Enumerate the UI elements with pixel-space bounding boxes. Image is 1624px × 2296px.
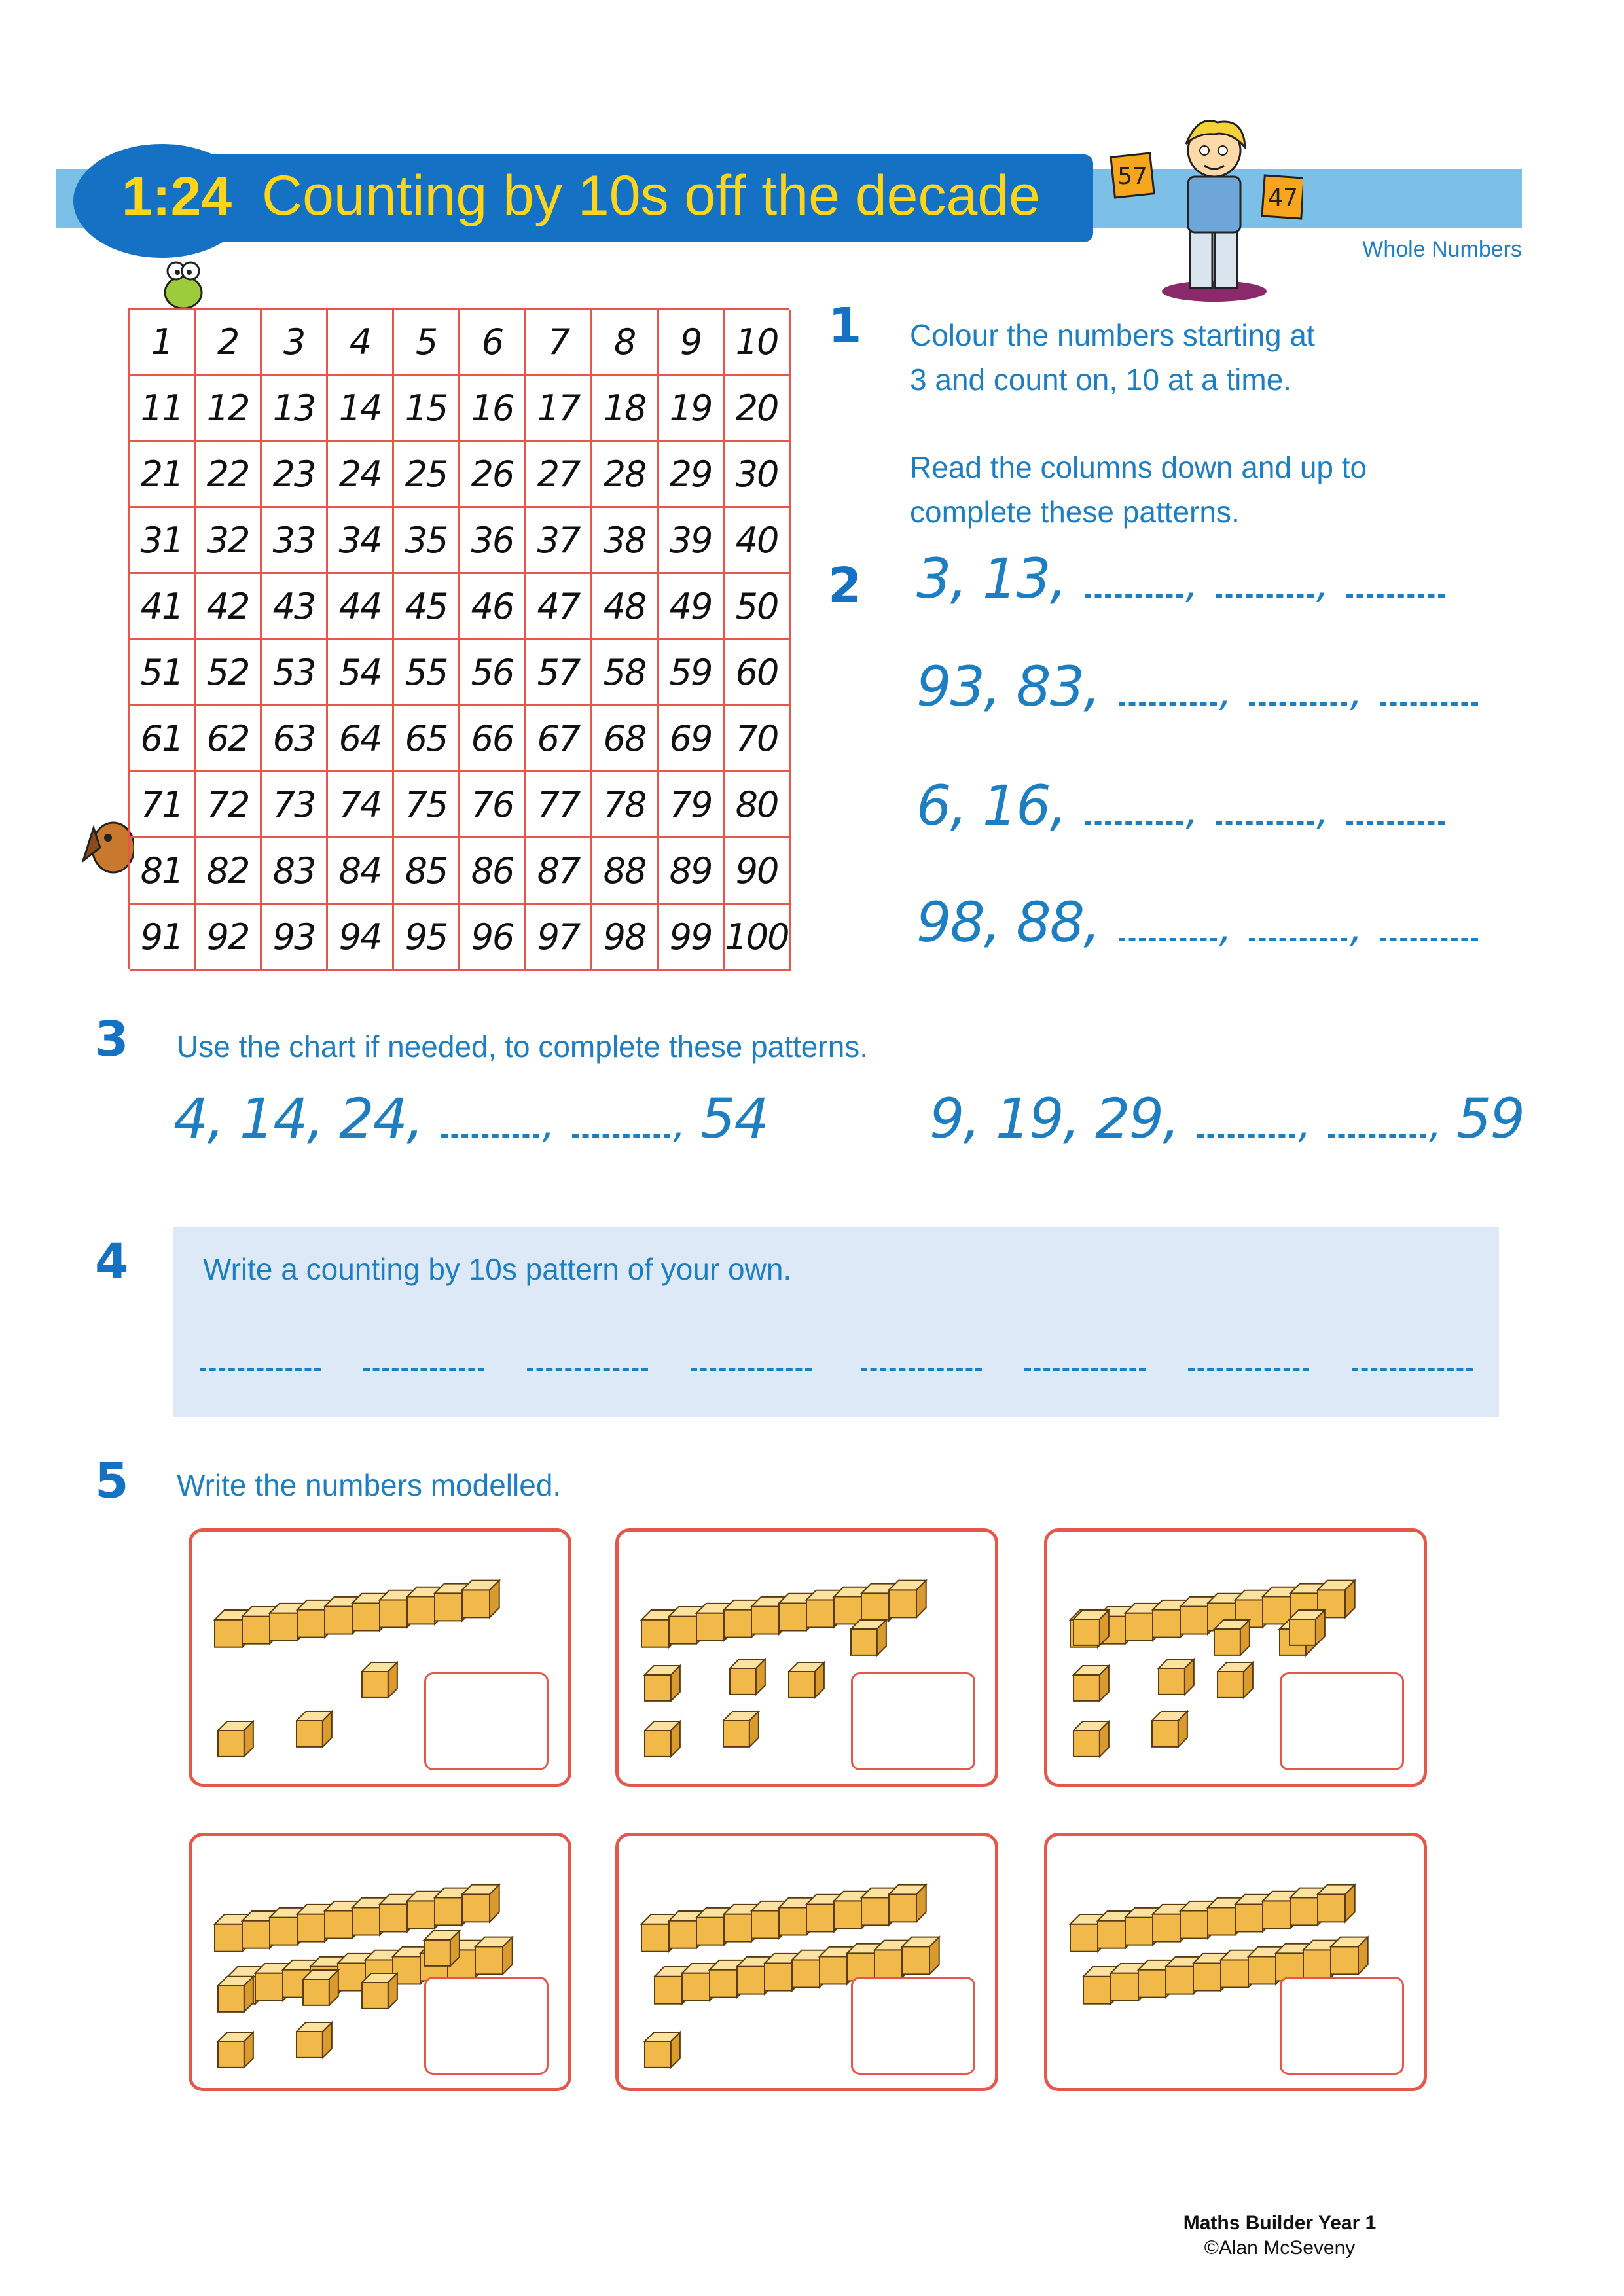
unit-cube: [1159, 1659, 1194, 1695]
answer-blank[interactable]: [1328, 1121, 1426, 1138]
chart-cell[interactable]: 43: [262, 574, 328, 640]
pattern-left: 4, 14, 24, , , 54: [173, 1086, 768, 1151]
chart-cell[interactable]: 56: [460, 640, 526, 706]
chart-cell[interactable]: 75: [394, 772, 460, 838]
chart-cell[interactable]: 87: [526, 838, 592, 905]
chart-cell[interactable]: 3: [262, 310, 328, 376]
chart-cell[interactable]: 93: [262, 905, 328, 971]
answer-box[interactable]: [424, 1672, 549, 1770]
own-pattern-blank[interactable]: [861, 1368, 982, 1371]
question-2-number: 2: [828, 558, 862, 614]
unit-cube: [1214, 1620, 1250, 1655]
chart-cell[interactable]: 14: [328, 376, 394, 442]
unit-cube: [889, 1581, 926, 1618]
chart-cell[interactable]: 31: [130, 508, 196, 574]
unit-cube: [462, 1581, 499, 1618]
dog-illustration: [82, 808, 134, 884]
frog-illustration: [160, 257, 206, 309]
answer-blank[interactable]: [1119, 689, 1217, 706]
answer-box[interactable]: [851, 1672, 975, 1770]
unit-cube: [297, 1712, 332, 1747]
chart-cell[interactable]: 61: [130, 706, 196, 772]
question-5-instruction: Write the numbers modelled.: [177, 1468, 562, 1502]
answer-blank[interactable]: [1119, 925, 1217, 941]
chart-cell[interactable]: 76: [460, 772, 526, 838]
unit-cube: [1218, 1662, 1253, 1698]
unit-cube: [475, 1937, 513, 1975]
own-pattern-blank[interactable]: [1024, 1368, 1146, 1371]
chart-cell[interactable]: 69: [659, 706, 725, 772]
pattern-right-end: 59: [1456, 1086, 1524, 1151]
chart-cell[interactable]: 40: [725, 508, 791, 574]
answer-blank[interactable]: [1216, 808, 1314, 825]
chart-cell[interactable]: 95: [394, 905, 460, 971]
unit-cube: [462, 1885, 499, 1922]
chart-cell[interactable]: 54: [328, 640, 394, 706]
chart-cell[interactable]: 70: [725, 706, 791, 772]
chart-cell[interactable]: 66: [460, 706, 526, 772]
chart-cell[interactable]: 15: [394, 376, 460, 442]
unit-cube: [1074, 1666, 1109, 1701]
chart-cell[interactable]: 11: [130, 376, 196, 442]
chart-cell[interactable]: 33: [262, 508, 328, 574]
unit-cube: [645, 2032, 680, 2068]
unit-cube: [218, 1977, 253, 2012]
pattern-row-3: 6, 16, , ,: [916, 774, 1447, 838]
chart-cell[interactable]: 22: [196, 442, 262, 508]
unit-cube: [1290, 1610, 1325, 1645]
chart-cell[interactable]: 25: [394, 442, 460, 508]
chart-cell[interactable]: 38: [592, 508, 659, 574]
answer-blank[interactable]: [1380, 689, 1478, 706]
chart-cell[interactable]: 72: [196, 772, 262, 838]
chart-cell[interactable]: 62: [196, 706, 262, 772]
chart-cell[interactable]: 74: [328, 772, 394, 838]
unit-cube: [424, 1931, 460, 1966]
unit-cube: [1074, 1610, 1109, 1645]
chart-cell[interactable]: 47: [526, 574, 592, 640]
chart-cell[interactable]: 57: [526, 640, 592, 706]
chart-cell[interactable]: 4: [328, 310, 394, 376]
chart-cell[interactable]: 51: [130, 640, 196, 706]
own-pattern-blank[interactable]: [691, 1368, 812, 1371]
question-3-instruction: Use the chart if needed, to complete these patterns.: [177, 1030, 869, 1064]
chart-cell[interactable]: 90: [725, 838, 791, 905]
question-1-text-line-3: Read the columns down and up to: [910, 450, 1367, 484]
answer-blank[interactable]: [1085, 581, 1183, 598]
unit-cube: [851, 1620, 886, 1655]
strand-label: Whole Numbers: [1362, 237, 1522, 262]
cartoon-card-right: 47: [1268, 185, 1298, 211]
chart-cell[interactable]: 83: [262, 838, 328, 905]
unit-cube: [645, 1666, 680, 1701]
chart-cell[interactable]: 50: [725, 574, 791, 640]
own-pattern-blank[interactable]: [200, 1368, 321, 1371]
chart-cell[interactable]: 45: [394, 574, 460, 640]
chart-cell[interactable]: 81: [130, 838, 196, 905]
chart-cell[interactable]: 13: [262, 376, 328, 442]
chart-cell[interactable]: 27: [526, 442, 592, 508]
answer-blank[interactable]: [1249, 689, 1347, 706]
chart-cell[interactable]: 84: [328, 838, 394, 905]
chart-cell[interactable]: 17: [526, 376, 592, 442]
answer-blank[interactable]: [1346, 581, 1445, 598]
unit-cube: [902, 1937, 939, 1975]
chart-cell[interactable]: 53: [262, 640, 328, 706]
chart-cell[interactable]: 2: [196, 310, 262, 376]
answer-blank[interactable]: [1380, 925, 1478, 941]
unit-cube: [1331, 1937, 1368, 1975]
chart-cell[interactable]: 88: [592, 838, 659, 905]
question-3-number: 3: [95, 1011, 129, 1067]
chart-cell[interactable]: 41: [130, 574, 196, 640]
question-1-text-line-1: Colour the numbers starting at: [910, 318, 1315, 352]
answer-blank[interactable]: [1197, 1121, 1295, 1138]
own-pattern-blank[interactable]: [1352, 1368, 1473, 1371]
page-title: Counting by 10s off the decade: [262, 164, 1040, 227]
chart-cell[interactable]: 42: [196, 574, 262, 640]
chart-cell[interactable]: 1: [130, 310, 196, 376]
footer-copyright: ©Alan McSeveny: [1204, 2237, 1356, 2259]
cartoon-card-left: 57: [1117, 163, 1147, 190]
chart-cell[interactable]: 100: [725, 905, 791, 971]
pattern-row-3-start: 6, 16,: [916, 774, 1066, 838]
chart-cell[interactable]: 96: [460, 905, 526, 971]
unit-cube: [362, 1662, 397, 1698]
chart-cell[interactable]: 73: [262, 772, 328, 838]
chart-cell[interactable]: 59: [659, 640, 725, 706]
unit-cube: [1152, 1712, 1187, 1747]
chart-cell[interactable]: 92: [196, 905, 262, 971]
answer-blank[interactable]: [572, 1121, 670, 1138]
chart-cell[interactable]: 71: [130, 772, 196, 838]
answer-box[interactable]: [424, 1977, 549, 2075]
chart-cell[interactable]: 91: [130, 905, 196, 971]
chart-cell[interactable]: 65: [394, 706, 460, 772]
footer-book-title: Maths Builder Year 1: [1183, 2212, 1377, 2234]
chart-cell[interactable]: 32: [196, 508, 262, 574]
chart-cell[interactable]: 28: [592, 442, 659, 508]
chart-cell[interactable]: 18: [592, 376, 659, 442]
unit-cube: [1318, 1885, 1355, 1922]
chart-cell[interactable]: 98: [592, 905, 659, 971]
chart-cell[interactable]: 19: [659, 376, 725, 442]
cartoon-boy-illustration: [1106, 115, 1303, 304]
pattern-left-end: 54: [700, 1086, 768, 1151]
pattern-row-2: 93, 83, , ,: [916, 655, 1481, 719]
unit-cube: [297, 2022, 332, 2058]
lesson-number: 1:24: [121, 166, 232, 227]
own-pattern-blank[interactable]: [1188, 1368, 1309, 1371]
chart-cell[interactable]: 26: [460, 442, 526, 508]
chart-cell[interactable]: 68: [592, 706, 659, 772]
chart-cell[interactable]: 86: [460, 838, 526, 905]
chart-cell[interactable]: 7: [526, 310, 592, 376]
chart-cell[interactable]: 30: [725, 442, 791, 508]
chart-cell[interactable]: 99: [659, 905, 725, 971]
question-1-number: 1: [828, 298, 862, 354]
chart-cell[interactable]: 6: [460, 310, 526, 376]
chart-cell[interactable]: 55: [394, 640, 460, 706]
chart-cell[interactable]: 21: [130, 442, 196, 508]
question-1-text-line-4: complete these patterns.: [910, 495, 1240, 529]
chart-cell[interactable]: 44: [328, 574, 394, 640]
chart-cell[interactable]: 97: [526, 905, 592, 971]
chart-cell[interactable]: 48: [592, 574, 659, 640]
chart-cell[interactable]: 58: [592, 640, 659, 706]
unit-cube: [218, 1721, 253, 1757]
pattern-row-1-start: 3, 13,: [916, 547, 1066, 611]
chart-cell[interactable]: 34: [328, 508, 394, 574]
chart-cell[interactable]: 79: [659, 772, 725, 838]
answer-blank[interactable]: [1346, 808, 1445, 825]
model-card-6: [1044, 1833, 1427, 2091]
unit-cube: [889, 1885, 926, 1922]
chart-cell[interactable]: 78: [592, 772, 659, 838]
question-1-text-line-2: 3 and count on, 10 at a time.: [910, 363, 1292, 397]
chart-cell[interactable]: 49: [659, 574, 725, 640]
chart-cell[interactable]: 8: [592, 310, 659, 376]
model-card-4: [189, 1833, 571, 2091]
chart-cell[interactable]: 35: [394, 508, 460, 574]
chart-cell[interactable]: 29: [659, 442, 725, 508]
chart-cell[interactable]: 77: [526, 772, 592, 838]
answer-blank[interactable]: [1216, 581, 1314, 598]
answer-blank[interactable]: [1085, 808, 1183, 825]
unit-cube: [1074, 1721, 1109, 1757]
chart-cell[interactable]: 63: [262, 706, 328, 772]
pattern-row-4: 98, 88, , ,: [916, 890, 1481, 954]
chart-cell[interactable]: 9: [659, 310, 725, 376]
unit-cube: [645, 1721, 680, 1757]
model-card-5: [615, 1833, 998, 2091]
ten-rod: [215, 1581, 499, 1647]
chart-cell[interactable]: 16: [460, 376, 526, 442]
own-pattern-blank[interactable]: [527, 1368, 648, 1371]
pattern-right: 9, 19, 29, , , 59: [929, 1086, 1524, 1151]
pattern-row-2-start: 93, 83,: [916, 655, 1100, 719]
pattern-row-1: 3, 13, , ,: [916, 547, 1447, 611]
chart-cell[interactable]: 5: [394, 310, 460, 376]
chart-cell[interactable]: 10: [725, 310, 791, 376]
unit-cube: [218, 2032, 253, 2068]
chart-cell[interactable]: 85: [394, 838, 460, 905]
unit-cube: [730, 1659, 765, 1695]
chart-cell[interactable]: 24: [328, 442, 394, 508]
model-card-2: [615, 1528, 998, 1787]
chart-cell[interactable]: 36: [460, 508, 526, 574]
chart-cell[interactable]: 37: [526, 508, 592, 574]
chart-cell[interactable]: 64: [328, 706, 394, 772]
question-4-instruction: Write a counting by 10s pattern of your own.: [203, 1252, 792, 1286]
answer-blank[interactable]: [441, 1121, 539, 1138]
chart-cell[interactable]: 12: [196, 376, 262, 442]
chart-cell[interactable]: 80: [725, 772, 791, 838]
chart-cell[interactable]: 67: [526, 706, 592, 772]
hundred-chart: [128, 308, 789, 969]
chart-cell[interactable]: 23: [262, 442, 328, 508]
chart-cell[interactable]: 20: [725, 376, 791, 442]
unit-cube: [789, 1662, 824, 1698]
answer-box[interactable]: [851, 1977, 975, 2075]
answer-box[interactable]: [1280, 1977, 1404, 2075]
chart-cell[interactable]: 39: [659, 508, 725, 574]
chart-cell[interactable]: 94: [328, 905, 394, 971]
unit-cube: [362, 1973, 397, 2009]
answer-box[interactable]: [1280, 1672, 1404, 1770]
pattern-row-4-start: 98, 88,: [916, 890, 1100, 954]
chart-cell[interactable]: 60: [725, 640, 791, 706]
model-card-3: [1044, 1528, 1427, 1787]
chart-cell[interactable]: 82: [196, 838, 262, 905]
unit-cube: [303, 1970, 338, 2005]
unit-cube: [723, 1712, 759, 1747]
question-4-number: 4: [95, 1234, 129, 1290]
answer-blank[interactable]: [1249, 925, 1347, 941]
pattern-right-start: 9, 19, 29,: [929, 1086, 1179, 1151]
own-pattern-blank[interactable]: [363, 1368, 484, 1371]
pattern-left-start: 4, 14, 24,: [173, 1086, 423, 1151]
question-5-number: 5: [95, 1453, 129, 1509]
chart-cell[interactable]: 46: [460, 574, 526, 640]
chart-cell[interactable]: 52: [196, 640, 262, 706]
model-card-1: [189, 1528, 571, 1787]
chart-cell[interactable]: 89: [659, 838, 725, 905]
